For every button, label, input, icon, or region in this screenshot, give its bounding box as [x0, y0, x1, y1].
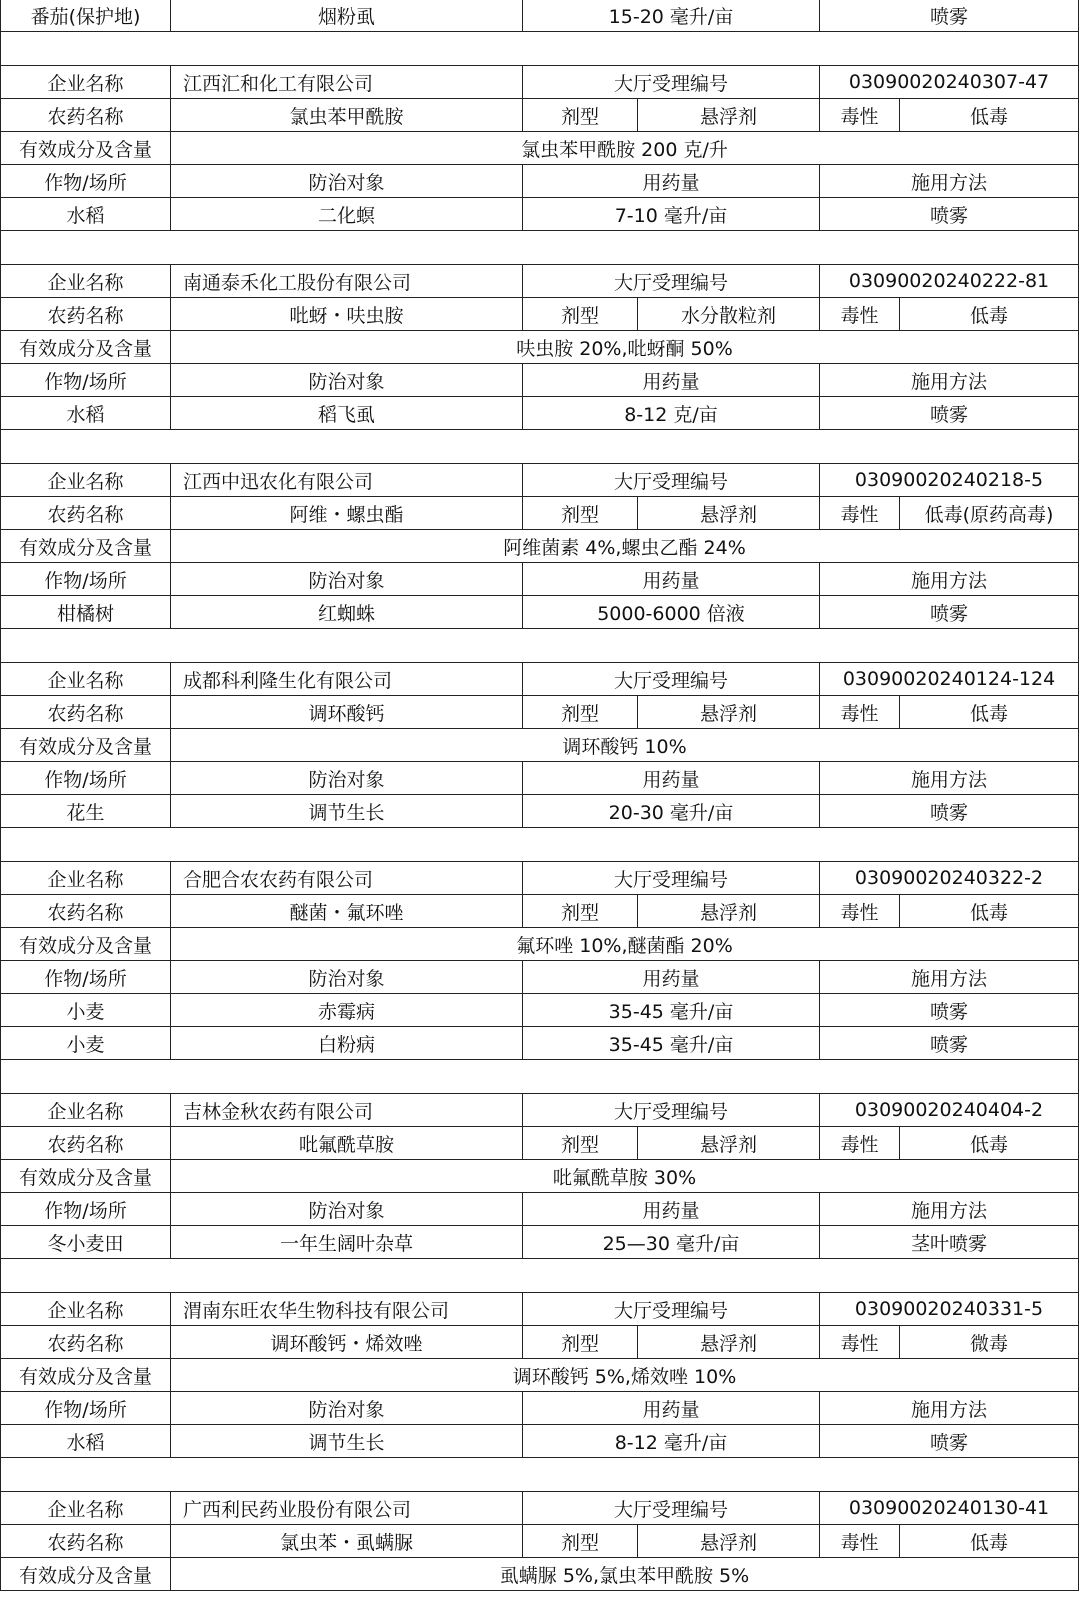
hall-no-label: 大厅受理编号 [523, 1094, 820, 1127]
hall-no-value: 03090020240124-124 [820, 663, 1079, 696]
table-row [1, 961, 1079, 994]
company-label: 企业名称 [1, 862, 171, 895]
table-row [1, 729, 1079, 762]
formulation-label: 剂型 [523, 696, 638, 729]
company-name: 南通泰禾化工股份有限公司 [171, 265, 523, 298]
dosage-cell: 15-20 毫升/亩 [523, 0, 820, 32]
table-row [1, 1458, 1079, 1492]
toxicity-label: 毒性 [820, 1525, 900, 1558]
formulation-label: 剂型 [523, 895, 638, 928]
method-cell: 喷雾 [820, 1425, 1079, 1458]
formulation-label: 剂型 [523, 1127, 638, 1160]
crop-cell: 水稻 [1, 397, 171, 430]
table-row [1, 265, 1079, 298]
crop-cell: 冬小麦田 [1, 1226, 171, 1259]
ingredient-value: 氟环唑 10%,醚菌酯 20% [171, 928, 1079, 961]
pesticide-label: 农药名称 [1, 497, 171, 530]
ingredient-value: 呋虫胺 20%,吡蚜酮 50% [171, 331, 1079, 364]
formulation-label: 剂型 [523, 99, 638, 132]
target-cell: 二化螟 [171, 198, 523, 231]
hall-no-label: 大厅受理编号 [523, 66, 820, 99]
table-row [1, 663, 1079, 696]
company-label: 企业名称 [1, 663, 171, 696]
dosage-cell: 35-45 毫升/亩 [523, 1027, 820, 1060]
toxicity-value: 低毒 [900, 99, 1079, 132]
table-row [1, 895, 1079, 928]
formulation-value: 悬浮剂 [638, 1525, 820, 1558]
table-row [1, 1060, 1079, 1094]
formulation-value: 悬浮剂 [638, 99, 820, 132]
table-row [1, 762, 1079, 795]
table-row [1, 198, 1079, 231]
method-cell: 喷雾 [820, 596, 1079, 629]
crop-header: 作物/场所 [1, 563, 171, 596]
ingredient-label: 有效成分及含量 [1, 530, 171, 563]
formulation-value: 悬浮剂 [638, 497, 820, 530]
dosage-header: 用药量 [523, 1193, 820, 1226]
formulation-label: 剂型 [523, 1525, 638, 1558]
method-header: 施用方法 [820, 762, 1079, 795]
pesticide-name: 阿维・螺虫酯 [171, 497, 523, 530]
hall-no-label: 大厅受理编号 [523, 862, 820, 895]
dosage-cell: 7-10 毫升/亩 [523, 198, 820, 231]
hall-no-value: 03090020240130-41 [820, 1492, 1079, 1525]
pesticide-name: 氯虫苯甲酰胺 [171, 99, 523, 132]
dosage-header: 用药量 [523, 364, 820, 397]
target-header: 防治对象 [171, 1193, 523, 1226]
table-row [1, 696, 1079, 729]
table-row [1, 1425, 1079, 1458]
crop-cell: 柑橘树 [1, 596, 171, 629]
table-row [1, 1094, 1079, 1127]
hall-no-label: 大厅受理编号 [523, 464, 820, 497]
formulation-label: 剂型 [523, 497, 638, 530]
table-row [1, 132, 1079, 165]
toxicity-value: 低毒 [900, 298, 1079, 331]
company-name: 合肥合农农药有限公司 [171, 862, 523, 895]
dosage-header: 用药量 [523, 165, 820, 198]
crop-header: 作物/场所 [1, 1193, 171, 1226]
company-name: 渭南东旺农华生物科技有限公司 [171, 1293, 523, 1326]
company-label: 企业名称 [1, 265, 171, 298]
table-row [1, 530, 1079, 563]
toxicity-label: 毒性 [820, 696, 900, 729]
table-row [1, 1392, 1079, 1425]
table-row [1, 1193, 1079, 1226]
crop-cell: 水稻 [1, 1425, 171, 1458]
table-row [1, 1293, 1079, 1326]
target-header: 防治对象 [171, 961, 523, 994]
target-cell: 调节生长 [171, 795, 523, 828]
table-row [1, 66, 1079, 99]
target-header: 防治对象 [171, 563, 523, 596]
dosage-cell: 8-12 克/亩 [523, 397, 820, 430]
registration-table-body [1, 0, 1079, 1591]
table-row [1, 165, 1079, 198]
table-row [1, 1326, 1079, 1359]
method-header: 施用方法 [820, 364, 1079, 397]
target-header: 防治对象 [171, 1392, 523, 1425]
pesticide-name: 吡蚜・呋虫胺 [171, 298, 523, 331]
formulation-value: 悬浮剂 [638, 895, 820, 928]
table-row [1, 1558, 1079, 1591]
dosage-cell: 20-30 毫升/亩 [523, 795, 820, 828]
table-row [1, 1492, 1079, 1525]
table-row [1, 497, 1079, 530]
method-header: 施用方法 [820, 165, 1079, 198]
hall-no-value: 03090020240404-2 [820, 1094, 1079, 1127]
method-header: 施用方法 [820, 1392, 1079, 1425]
table-row [1, 563, 1079, 596]
pesticide-name: 氯虫苯・虱螨脲 [171, 1525, 523, 1558]
dosage-header: 用药量 [523, 1392, 820, 1425]
toxicity-value: 低毒 [900, 1525, 1079, 1558]
dosage-header: 用药量 [523, 563, 820, 596]
crop-header: 作物/场所 [1, 364, 171, 397]
crop-cell: 小麦 [1, 994, 171, 1027]
ingredient-value: 调环酸钙 10% [171, 729, 1079, 762]
hall-no-value: 03090020240307-47 [820, 66, 1079, 99]
target-cell: 赤霉病 [171, 994, 523, 1027]
hall-no-label: 大厅受理编号 [523, 1492, 820, 1525]
formulation-label: 剂型 [523, 1326, 638, 1359]
method-header: 施用方法 [820, 563, 1079, 596]
crop-cell: 花生 [1, 795, 171, 828]
target-cell: 调节生长 [171, 1425, 523, 1458]
formulation-value: 悬浮剂 [638, 1127, 820, 1160]
table-row [1, 231, 1079, 265]
ingredient-label: 有效成分及含量 [1, 928, 171, 961]
toxicity-value: 微毒 [900, 1326, 1079, 1359]
table-row [1, 331, 1079, 364]
pesticide-label: 农药名称 [1, 1127, 171, 1160]
ingredient-label: 有效成分及含量 [1, 132, 171, 165]
table-row [1, 0, 1079, 32]
method-cell: 喷雾 [820, 0, 1079, 32]
hall-no-value: 03090020240218-5 [820, 464, 1079, 497]
company-name: 江西中迅农化有限公司 [171, 464, 523, 497]
hall-no-label: 大厅受理编号 [523, 1293, 820, 1326]
dosage-cell: 25—30 毫升/亩 [523, 1226, 820, 1259]
method-cell: 喷雾 [820, 397, 1079, 430]
pesticide-name: 调环酸钙・烯效唑 [171, 1326, 523, 1359]
toxicity-label: 毒性 [820, 1326, 900, 1359]
spacer-row-cell [1, 629, 1079, 663]
toxicity-value: 低毒 [900, 1127, 1079, 1160]
dosage-header: 用药量 [523, 961, 820, 994]
ingredient-value: 氯虫苯甲酰胺 200 克/升 [171, 132, 1079, 165]
method-cell: 喷雾 [820, 198, 1079, 231]
method-cell: 喷雾 [820, 1027, 1079, 1060]
target-cell: 稻飞虱 [171, 397, 523, 430]
spacer-row-cell [1, 430, 1079, 464]
pesticide-name: 调环酸钙 [171, 696, 523, 729]
crop-cell: 小麦 [1, 1027, 171, 1060]
hall-no-label: 大厅受理编号 [523, 663, 820, 696]
spacer-row-cell [1, 32, 1079, 66]
formulation-value: 悬浮剂 [638, 1326, 820, 1359]
crop-header: 作物/场所 [1, 961, 171, 994]
company-name: 广西利民药业股份有限公司 [171, 1492, 523, 1525]
hall-no-value: 03090020240322-2 [820, 862, 1079, 895]
ingredient-label: 有效成分及含量 [1, 331, 171, 364]
table-row [1, 596, 1079, 629]
hall-no-label: 大厅受理编号 [523, 265, 820, 298]
crop-cell: 水稻 [1, 198, 171, 231]
target-header: 防治对象 [171, 762, 523, 795]
spacer-row-cell [1, 1458, 1079, 1492]
pesticide-name: 醚菌・氟环唑 [171, 895, 523, 928]
table-row [1, 928, 1079, 961]
table-row [1, 1259, 1079, 1293]
method-header: 施用方法 [820, 1193, 1079, 1226]
table-row [1, 1160, 1079, 1193]
table-row [1, 862, 1079, 895]
target-cell: 一年生阔叶杂草 [171, 1226, 523, 1259]
formulation-value: 悬浮剂 [638, 696, 820, 729]
table-row [1, 1226, 1079, 1259]
formulation-value: 水分散粒剂 [638, 298, 820, 331]
toxicity-label: 毒性 [820, 497, 900, 530]
company-name: 江西汇和化工有限公司 [171, 66, 523, 99]
table-row [1, 99, 1079, 132]
table-row [1, 1525, 1079, 1558]
method-cell: 茎叶喷雾 [820, 1226, 1079, 1259]
crop-header: 作物/场所 [1, 1392, 171, 1425]
table-row [1, 795, 1079, 828]
table-row [1, 430, 1079, 464]
pesticide-name: 吡氟酰草胺 [171, 1127, 523, 1160]
company-name: 吉林金秋农药有限公司 [171, 1094, 523, 1127]
toxicity-label: 毒性 [820, 99, 900, 132]
pesticide-label: 农药名称 [1, 696, 171, 729]
crop-header: 作物/场所 [1, 165, 171, 198]
company-name: 成都科利隆生化有限公司 [171, 663, 523, 696]
ingredient-value: 虱螨脲 5%,氯虫苯甲酰胺 5% [171, 1558, 1079, 1591]
spacer-row-cell [1, 1060, 1079, 1094]
ingredient-label: 有效成分及含量 [1, 1359, 171, 1392]
table-row [1, 364, 1079, 397]
pesticide-label: 农药名称 [1, 1326, 171, 1359]
company-label: 企业名称 [1, 1492, 171, 1525]
table-row [1, 32, 1079, 66]
hall-no-value: 03090020240222-81 [820, 265, 1079, 298]
table-row [1, 397, 1079, 430]
crop-cell: 番茄(保护地) [1, 0, 171, 32]
crop-header: 作物/场所 [1, 762, 171, 795]
toxicity-value: 低毒 [900, 696, 1079, 729]
formulation-label: 剂型 [523, 298, 638, 331]
table-row [1, 994, 1079, 1027]
toxicity-value: 低毒 [900, 895, 1079, 928]
ingredient-value: 吡氟酰草胺 30% [171, 1160, 1079, 1193]
dosage-cell: 35-45 毫升/亩 [523, 994, 820, 1027]
company-label: 企业名称 [1, 464, 171, 497]
target-header: 防治对象 [171, 364, 523, 397]
spacer-row-cell [1, 231, 1079, 265]
target-cell: 红蜘蛛 [171, 596, 523, 629]
table-row [1, 1127, 1079, 1160]
ingredient-value: 阿维菌素 4%,螺虫乙酯 24% [171, 530, 1079, 563]
dosage-cell: 8-12 毫升/亩 [523, 1425, 820, 1458]
table-row [1, 1359, 1079, 1392]
ingredient-label: 有效成分及含量 [1, 729, 171, 762]
target-header: 防治对象 [171, 165, 523, 198]
toxicity-label: 毒性 [820, 298, 900, 331]
hall-no-value: 03090020240331-5 [820, 1293, 1079, 1326]
target-cell: 烟粉虱 [171, 0, 523, 32]
toxicity-label: 毒性 [820, 895, 900, 928]
table-row [1, 464, 1079, 497]
ingredient-label: 有效成分及含量 [1, 1558, 171, 1591]
dosage-cell: 5000-6000 倍液 [523, 596, 820, 629]
method-cell: 喷雾 [820, 994, 1079, 1027]
spacer-row-cell [1, 1259, 1079, 1293]
dosage-header: 用药量 [523, 762, 820, 795]
method-header: 施用方法 [820, 961, 1079, 994]
pesticide-label: 农药名称 [1, 298, 171, 331]
spacer-row-cell [1, 828, 1079, 862]
pesticide-label: 农药名称 [1, 1525, 171, 1558]
table-row [1, 1027, 1079, 1060]
ingredient-label: 有效成分及含量 [1, 1160, 171, 1193]
company-label: 企业名称 [1, 1094, 171, 1127]
pesticide-label: 农药名称 [1, 895, 171, 928]
table-row [1, 828, 1079, 862]
target-cell: 白粉病 [171, 1027, 523, 1060]
table-row [1, 629, 1079, 663]
ingredient-value: 调环酸钙 5%,烯效唑 10% [171, 1359, 1079, 1392]
method-cell: 喷雾 [820, 795, 1079, 828]
company-label: 企业名称 [1, 66, 171, 99]
table-row [1, 298, 1079, 331]
pesticide-label: 农药名称 [1, 99, 171, 132]
toxicity-label: 毒性 [820, 1127, 900, 1160]
company-label: 企业名称 [1, 1293, 171, 1326]
toxicity-value: 低毒(原药高毒) [900, 497, 1079, 530]
